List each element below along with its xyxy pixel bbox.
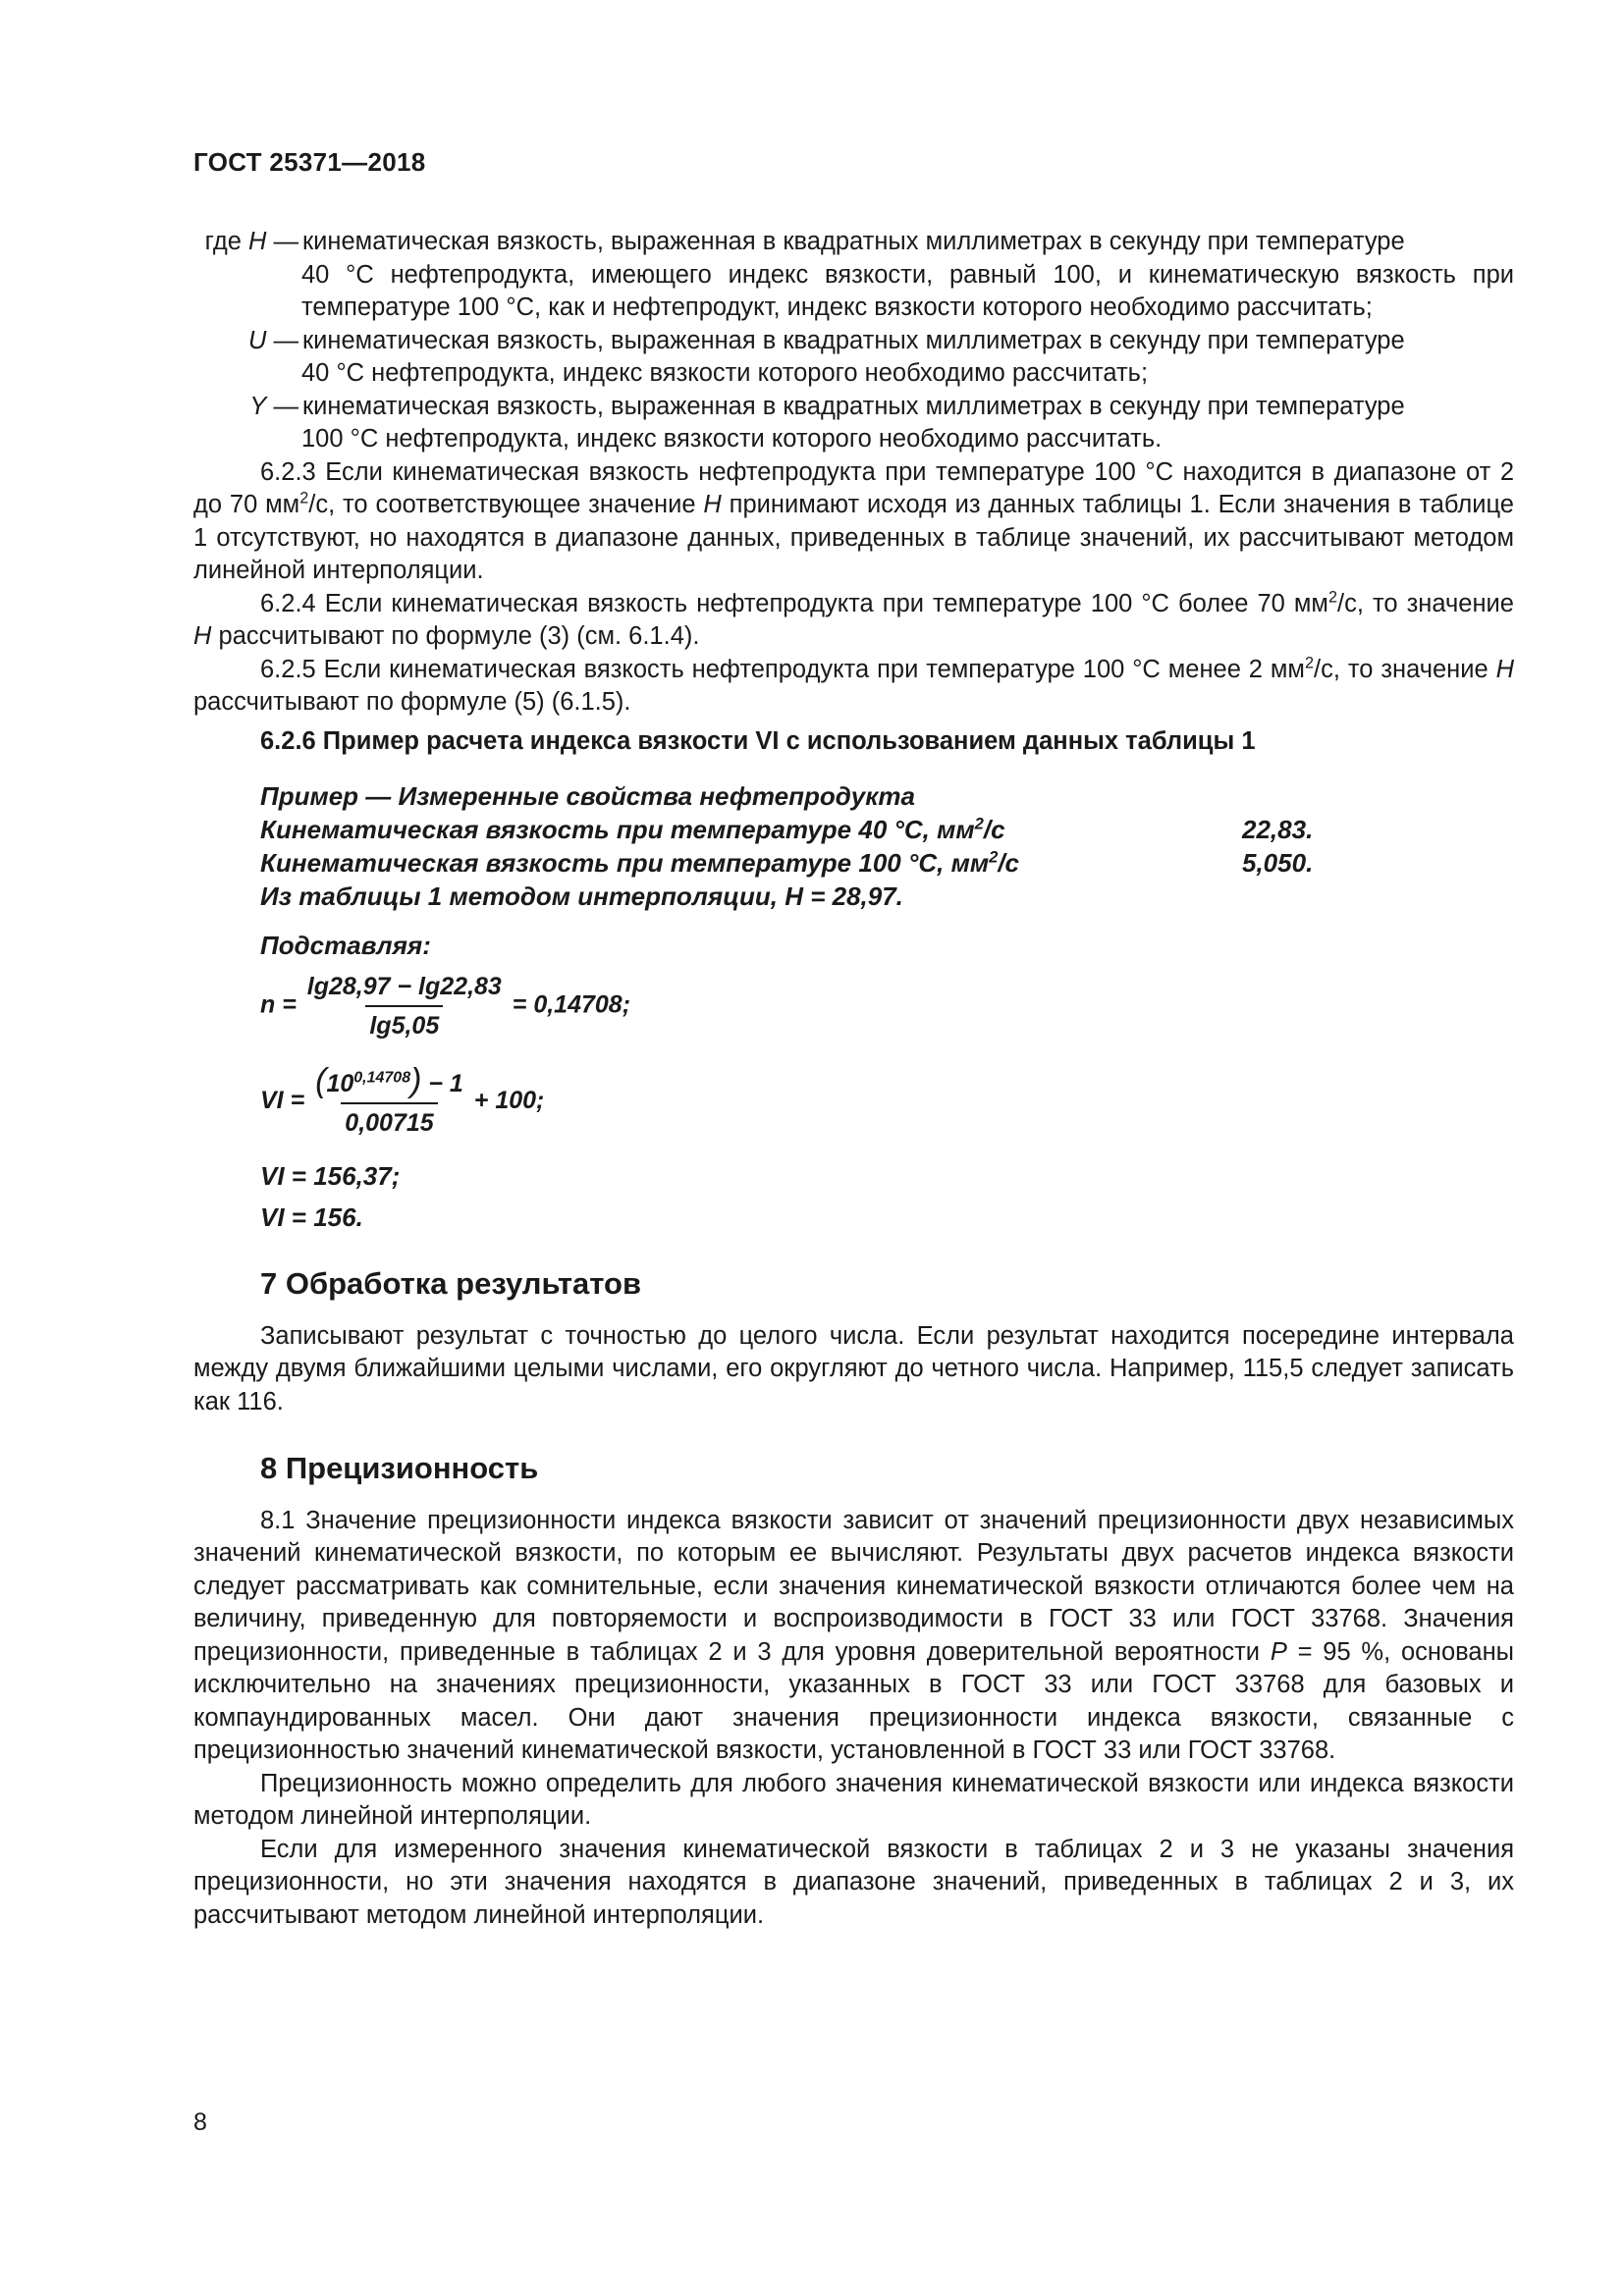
definition-text: кинематическая вязкость, выраженная в квадратных миллиметрах в секунду при температуре	[302, 326, 1405, 354]
paragraph-6-2-3: 6.2.3 Если кинематическая вязкость нефтепродукта при температуре 100 °С находится в диапазоне от 2 до 70 $мм^2/с$, то соответствующее значение H принимают исходя из данных таблицы 1. Если значения в таблице 1 отсутствуют, но находятся в диапазоне данных, приведенных в таблице значений, их рассчитывают методом линейной интерполяции.	[193, 457, 1514, 584]
example-block	[260, 779, 1514, 1234]
definition-text-continued: 40 °С нефтепродукта, имеющего индекс вязкости, равный 100, и кинематическую вязкость при температуре 100 °С, как и нефтепродукт, индекс вязкости которого необходимо рассчитать;	[301, 260, 1514, 321]
example-row: Кинематическая вязкость при температуре 100 °С, $мм^2/с$ 5,050.	[260, 847, 1314, 878]
result-line: VI = 156.	[260, 1202, 363, 1232]
paragraph-8-1: 8.1 Значение прецизионности индекса вязкости зависит от значений прецизионности двух независимых значений кинематической вязкости, по которым ее вычисляют. Результаты двух расчетов индекса вязкости следует рассматривать как сомнительные, если значения кинематической вязкости отличаются более чем на величину, приведенную для повторяемости и воспроизводимости в ГОСТ 33 или ГОСТ 33768. Значения прецизионности, приведенные в таблицах 2 и 3 для уровня доверительной вероятности P = 95 %, основаны исключительно на значениях прецизионности, указанных в ГОСТ 33 или ГОСТ 33768 для базовых и компаундированных масел. Они дают значения прецизионности индекса вязкости, связанные с прецизионностью значений кинематической вязкости, установленной в ГОСТ 33 или ГОСТ 33768.	[193, 1506, 1514, 1764]
definition-symbol: Y	[249, 392, 267, 420]
definition-h: где H — кинематическая вязкость, выраженная в квадратных миллиметрах в секунду при температуре	[204, 228, 1405, 255]
example-title: Пример — Измеренные свойства нефтепродукта	[260, 781, 915, 811]
definition-text-continued: 40 °С нефтепродукта, индекс вязкости которого необходимо рассчитать;	[301, 359, 1149, 387]
paragraph-6-2-4: 6.2.4 Если кинематическая вязкость нефтепродукта при температуре 100 °С более 70 $мм^2/с$, то значение H рассчитывают по формуле (3) (см. 6.1.4).	[193, 588, 1514, 650]
definition-text: кинематическая вязкость, выраженная в квадратных миллиметрах в секунду при температуре	[302, 392, 1405, 420]
document-header: ГОСТ 25371—2018	[193, 147, 426, 177]
paragraph-8-interpolation: Если для измеренного значения кинематической вязкости в таблицах 2 и 3 не указаны значения прецизионности, но эти значения находятся в диапазоне значений, приведенных в таблицах 2 и 3, их рассчитывают методом линейной интерполяции.	[193, 1835, 1514, 1929]
paragraph-6-2-5: 6.2.5 Если кинематическая вязкость нефтепродукта при температуре 100 °С менее 2 $мм^2/с$, то значение H рассчитывают по формуле (5) (6.1.5).	[193, 654, 1515, 716]
subsection-heading-6-2-6: 6.2.6 Пример расчета индекса вязкости VI с использованием данных таблицы 1	[260, 726, 1256, 755]
formula-vi: VI = $\frac{(10^{0,14708}) - 1}{0,00715}$ + 100;	[260, 1064, 1514, 1140]
definition-text: кинематическая вязкость, выраженная в квадратных миллиметрах в секунду при температуре	[302, 228, 1405, 255]
definition-text-continued: 100 °С нефтепродукта, индекс вязкости которого необходимо рассчитать.	[301, 425, 1163, 453]
formula-n: n = $\frac{\lg 28,97 - \lg 22,83}{\lg 5,05}$ = 0,14708;	[260, 970, 1514, 1042]
result-line: VI = 156,37;	[260, 1161, 401, 1191]
definition-symbol: U	[247, 326, 267, 354]
definition-u: U — кинематическая вязкость, выраженная в квадратных миллиметрах в секунду при температуре	[247, 326, 1405, 354]
example-value: 22,83.	[1242, 815, 1314, 844]
section-heading-8: 8 Прецизионность	[260, 1451, 539, 1485]
formula-numerator: lg28,97 − lg22,83	[306, 973, 502, 1000]
definition-y: Y — кинематическая вязкость, выраженная в квадратных миллиметрах в секунду при температуре	[249, 392, 1405, 420]
formula-denominator: 0,00715	[341, 1102, 437, 1140]
example-value: 5,050.	[1242, 848, 1314, 878]
paragraph-8-precision: Прецизионность можно определить для любого значения кинематической вязкости или индекса вязкости методом линейной интерполяции.	[193, 1769, 1514, 1830]
formula-denominator: lg5,05	[365, 1005, 443, 1042]
formula-numerator: $(10^{0,14708}) - 1$	[315, 1062, 463, 1099]
where-word: где	[204, 228, 242, 255]
definition-symbol: H	[247, 228, 267, 255]
section-heading-7: 7 Обработка результатов	[260, 1266, 642, 1301]
document-body	[193, 226, 1514, 1932]
example-interpolation: Из таблицы 1 методом интерполяции, H = 28,97.	[260, 881, 903, 911]
page-number: 8	[193, 2109, 207, 2136]
section-7-text: Записывают результат с точностью до целого числа. Если результат находится посередине интервала между двумя ближайшими целыми числами, его округляют до четного числа. Например, 115,5 следует записать как 116.	[193, 1321, 1514, 1415]
substitution-label: Подставляя:	[260, 931, 431, 960]
example-row: Кинематическая вязкость при температуре 40 °С, $мм^2/с$ 22,83.	[260, 814, 1314, 844]
